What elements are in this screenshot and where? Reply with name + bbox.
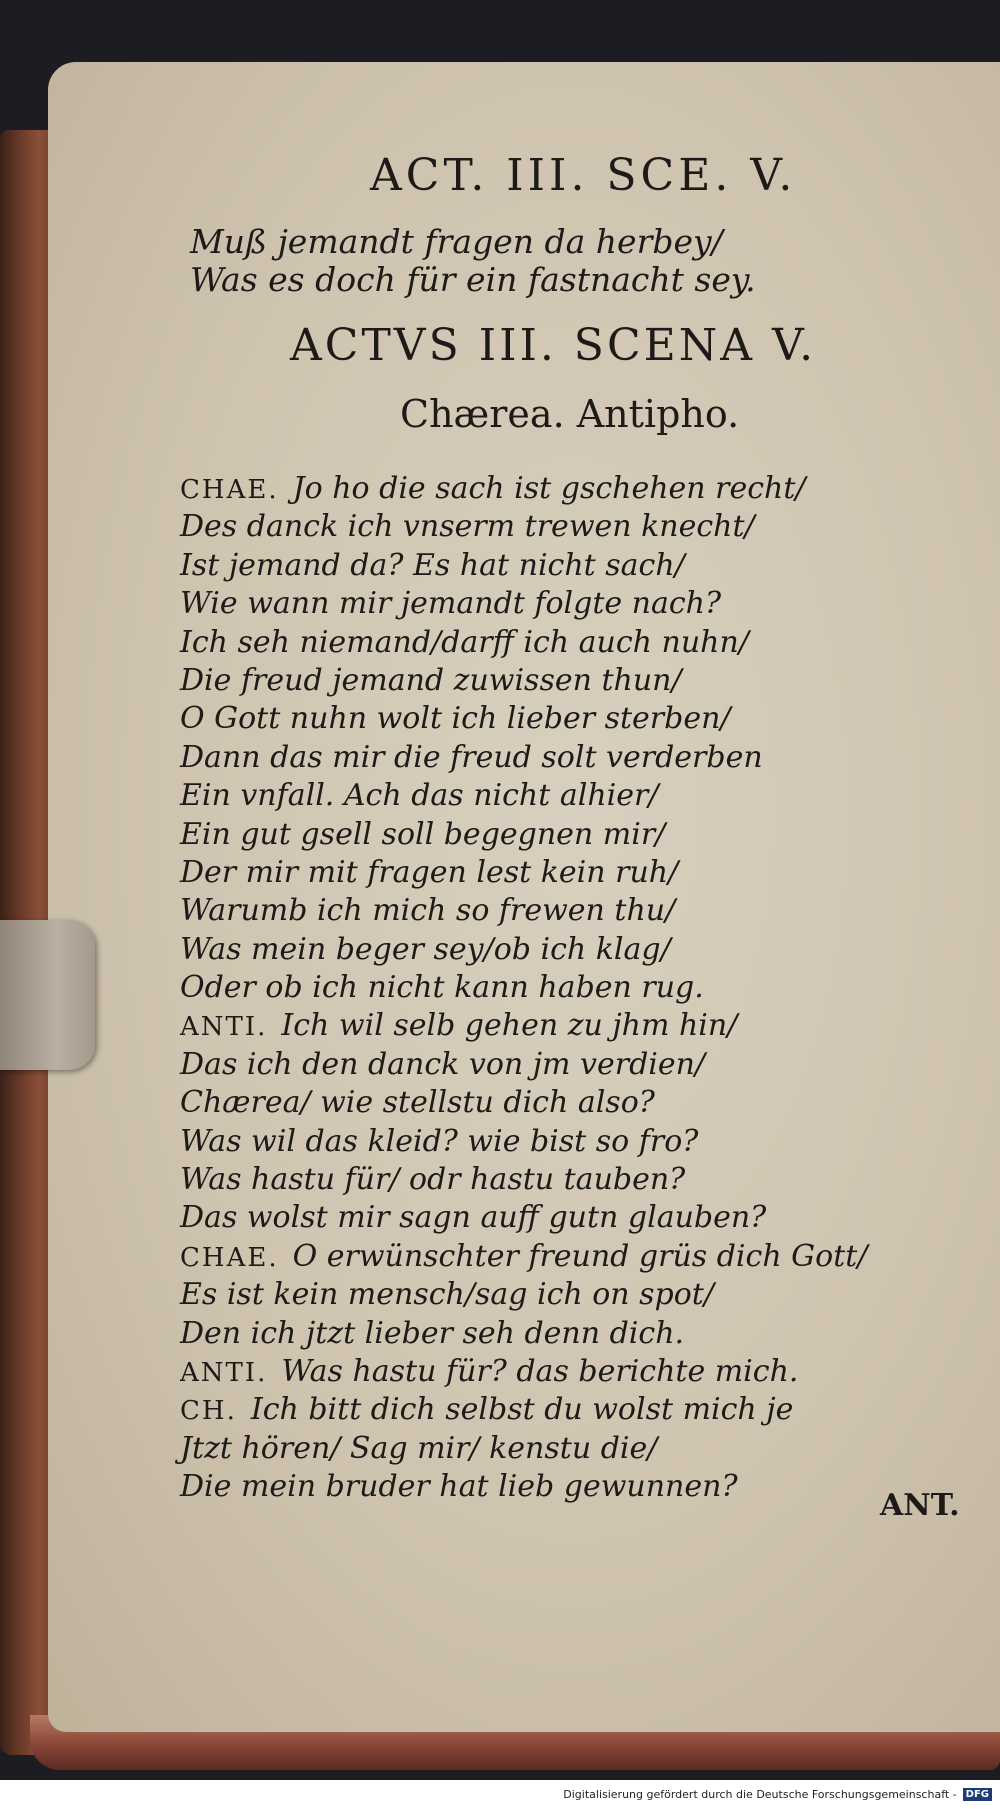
verse-line [180,1199,867,1237]
speaker-label: CHAE. [180,1242,279,1273]
verse-line [180,508,867,546]
verse-text: O Gott nuhn wolt ich lieber sterben/ [180,701,731,737]
catchword: ANT. [880,1488,960,1523]
verse-text: Dann das mir die freud solt verderben [180,739,763,775]
speaker-label: ANTI. [180,1012,268,1043]
funding-credit: Digitalisierung gefördert durch die Deutsche Forschungsgemeinschaft - [563,1788,957,1801]
verse-text: Chærea/ wie stellstu dich also? [180,1085,655,1121]
verse-line [180,739,867,777]
verse-line [180,700,867,738]
verse-text: Des danck ich vnserm trewen knecht/ [180,509,755,545]
running-head: ACT. III. SCE. V. [370,150,797,201]
verse-line [180,470,867,508]
verse-text: Ich wil selb gehen zu jhm hin/ [281,1008,738,1044]
verse-line [180,1007,867,1045]
speaker-label: CH. [180,1396,237,1427]
verse-text: Ein vnfall. Ach das nicht alhier/ [180,778,659,814]
digitization-footer [0,1780,1000,1809]
book-clasp [0,920,95,1070]
verse-text: Warumb ich mich so frewen thu/ [180,893,676,929]
verse-line [180,1468,867,1506]
previous-scene-line: Was es doch für ein fastnacht sey. [190,260,756,299]
verse-text: Jtzt hören/ Sag mir/ kenstu die/ [180,1430,658,1466]
verse-line [180,1046,867,1084]
verse-line [180,1276,867,1314]
verse-text: Ich seh niemand/darff ich auch nuhn/ [180,624,749,660]
verse-block [180,470,867,1507]
verse-line [180,1353,867,1391]
verse-text: Was wil das kleid? wie bist so fro? [180,1123,699,1159]
verse-line [180,931,867,969]
verse-text: O erwünschter freund grüs dich Gott/ [292,1238,868,1274]
verse-text: Den ich jtzt lieber seh denn dich. [180,1315,685,1351]
verse-line [180,547,867,585]
dfg-logo: DFG [963,1788,992,1801]
verse-line [180,1238,867,1276]
verse-line [180,854,867,892]
verse-text: Es ist kein mensch/sag ich on spot/ [180,1277,714,1313]
scene-title: ACTVS III. SCENA V. [290,320,817,371]
verse-text: Oder ob ich nicht kann haben rug. [180,970,704,1006]
verse-text: Die freud jemand zuwissen thun/ [180,662,682,698]
verse-line [180,624,867,662]
verse-line [180,662,867,700]
verse-text: Ich bitt dich selbst du wolst mich je [250,1392,794,1428]
previous-scene-line: Muß jemandt fragen da herbey/ [190,222,723,261]
verse-line [180,777,867,815]
verse-line [180,1123,867,1161]
scene-characters: Chærea. Antipho. [400,392,740,436]
verse-text: Jo ho die sach ist gschehen recht/ [292,471,806,506]
verse-text: Was hastu für? das berichte mich. [281,1353,799,1389]
verse-line [180,1084,867,1122]
verse-text: Ist jemand da? Es hat nicht sach/ [180,547,685,583]
verse-text: Was hastu für/ odr hastu tauben? [180,1162,686,1198]
verse-text: Das ich den danck von jm verdien/ [180,1046,706,1082]
speaker-label: ANTI. [180,1357,268,1388]
verse-text: Ein gut gsell soll begegnen mir/ [180,816,666,852]
verse-line [180,1430,867,1468]
verse-text: Die mein bruder hat lieb gewunnen? [180,1469,738,1505]
verse-line [180,1391,867,1429]
verse-line [180,585,867,623]
verse-text: Der mir mit fragen lest kein ruh/ [180,854,679,890]
verse-text: Wie wann mir jemandt folgte nach? [180,586,722,622]
verse-line [180,969,867,1007]
verse-line [180,892,867,930]
speaker-label: CHAE. [180,475,279,505]
verse-text: Was mein beger sey/ob ich klag/ [180,931,671,967]
verse-line [180,816,867,854]
verse-text: Das wolst mir sagn auff gutn glauben? [180,1200,767,1236]
verse-line [180,1315,867,1353]
verse-line [180,1161,867,1199]
